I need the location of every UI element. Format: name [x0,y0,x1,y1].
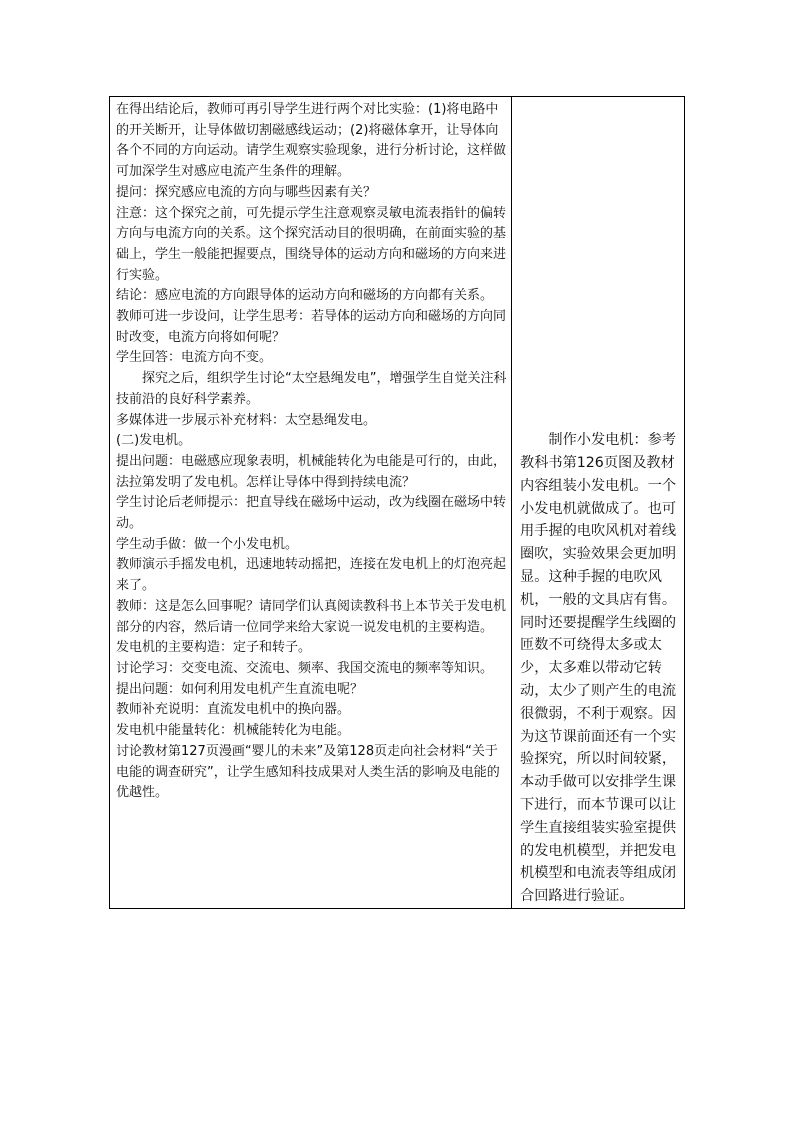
paragraph-dc-question: 提出问题：如何利用发电机产生直流电呢？ [116,681,364,697]
paragraph-textbook-discussion: 讨论教材第127页漫画“婴儿的未来”及第128页走向社会材料“关于电能的调查研究”，让学生感知科技成果对人类生活的影响及电能的优越性。 [116,743,500,801]
paragraph-commutator: 教师补充说明：直流发电机中的换向器。 [116,702,351,718]
paragraph-reading: 教师：这是怎么回事呢？请同学们认真阅读教科书上本节关于发电机部分的内容，然后请一位同学来给大家说一说发电机的主要构造。 [116,598,507,635]
teaching-process-cell [110,97,512,908]
lesson-table [109,96,685,909]
paragraph-teacher-hint: 学生讨论后老师提示：把直导线在磁场中运动，改为线圈在磁场中转动。 [116,495,507,532]
paragraph-teacher-question: 教师可进一步设问，让学生思考：若导体的运动方向和磁场的方向同时改变，电流方向将如何呢？ [116,309,507,345]
paragraph-ac-discussion: 讨论学习：交变电流、交流电、频率、我国交流电的频率等知识。 [116,660,494,676]
generator-making-note: 制作小发电机：参考教科书第126页图及教材内容组装小发电机。一个小发电机就做成了。也可用手握的电吹风机对着线圈吹，实验效果会更加明显。这种手握的电吹风机，一般的文具店有售。同时还要提醒学生线圈的匝数不可绕得太多或太少，太多难以带动它转动，太少了则产生的电流很微弱，不利于观察。因为这节课前面还有一个实验探究，所以时间较紧，本动手做可以安排学生课下进行，而本节课可以让学生直接组装实验室提供的发电机模型，并把发电机模型和电流表等组成闭合回路进行验证。 [520,432,677,905]
paragraph-structure: 发电机的主要构造：定子和转子。 [116,640,312,656]
paragraph-question-direction: 提问：探究感应电流的方向与哪些因素有关？ [116,184,377,200]
paragraph-contrast-experiment: 在得出结论后，教师可再引导学生进行两个对比实验：(1)将电路中的开关断开，让导体做切割磁感线运动；(2)将磁体拿开，让导体向各个不同的方向运动。请学生观察实验现象，进行分析讨论，这样做可加深学生对感应电流产生条件的理解。 [116,102,507,180]
paragraph-conclusion: 结论：感应电流的方向跟导体的运动方向和磁场的方向都有关系。 [116,288,494,304]
notes-cell [512,97,684,908]
paragraph-demo: 教师演示手摇发电机，迅速地转动摇把，连接在发电机上的灯泡亮起来了。 [116,557,507,594]
paragraph-space-tether-discussion: 探究之后，组织学生讨论“太空悬绳发电”，增强学生自觉关注科技前沿的良好科学素养。 [116,371,507,407]
paragraph-generator-question: 提出问题：电磁感应现象表明，机械能转化为电能是可行的，由此，法拉第发明了发电机。怎样让导体中得到持续电流？ [116,453,507,490]
paragraph-student-answer: 学生回答：电流方向不变。 [116,350,273,366]
section-heading-generator: (二)发电机。 [116,433,192,449]
paragraph-attention-note: 注意：这个探究之前，可先提示学生注意观察灵敏电流表指针的偏转方向与电流方向的关系。这个探究活动目的很明确，在前面实验的基础上，学生一般能把握要点，围绕导体的运动方向和磁场的方向来进行实验。 [116,205,507,283]
paragraph-multimedia: 多媒体进一步展示补充材料：太空悬绳发电。 [116,412,377,428]
paragraph-energy-conversion: 发电机中能量转化：机械能转化为电能。 [116,723,351,739]
paragraph-hands-on: 学生动手做：做一个小发电机。 [116,536,299,552]
